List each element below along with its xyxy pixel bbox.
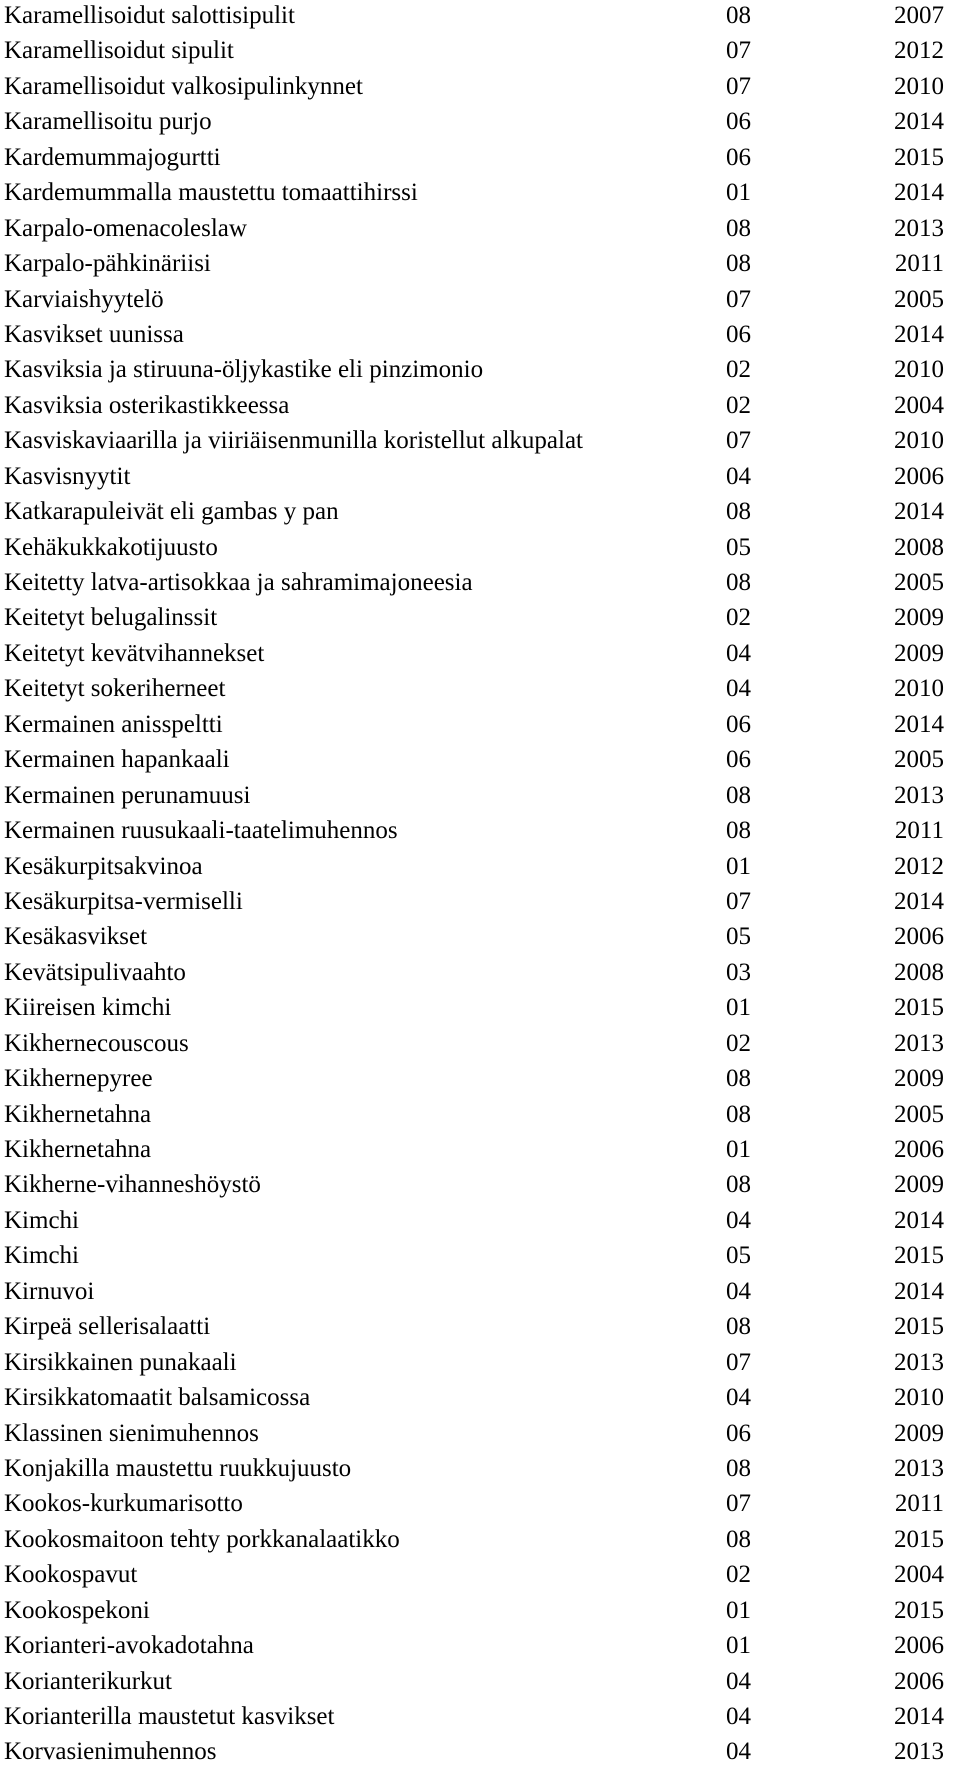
table-row bbox=[4, 638, 944, 673]
issue-month: 01 bbox=[726, 852, 751, 880]
issue-year: 2006 bbox=[894, 1632, 944, 1660]
issue-year: 2015 bbox=[894, 143, 944, 171]
table-row bbox=[4, 142, 944, 177]
recipe-name: Korianterilla maustetut kasvikset bbox=[4, 1703, 335, 1730]
table-row bbox=[4, 1028, 944, 1063]
table-row bbox=[4, 1311, 944, 1346]
issue-month: 07 bbox=[726, 285, 751, 313]
table-row bbox=[4, 851, 944, 886]
issue-year: 2014 bbox=[894, 1703, 944, 1730]
issue-month: 08 bbox=[726, 1313, 751, 1341]
issue-year: 2009 bbox=[894, 1419, 944, 1447]
issue-month: 03 bbox=[726, 958, 751, 986]
table-row bbox=[4, 1488, 944, 1523]
issue-year: 2009 bbox=[894, 1171, 944, 1199]
table-row bbox=[4, 1347, 944, 1382]
issue-year: 2011 bbox=[894, 817, 944, 845]
recipe-name: Kiireisen kimchi bbox=[4, 994, 172, 1022]
issue-month: 06 bbox=[726, 746, 751, 774]
issue-month: 06 bbox=[726, 710, 751, 738]
issue-year: 2004 bbox=[894, 1561, 944, 1589]
issue-year: 2012 bbox=[894, 852, 944, 880]
table-row bbox=[4, 673, 944, 708]
table-row bbox=[4, 1205, 944, 1240]
recipe-name: Korianteri-avokadotahna bbox=[4, 1632, 254, 1660]
issue-year: 2013 bbox=[894, 1738, 944, 1766]
recipe-name: Kirnuvoi bbox=[4, 1277, 95, 1305]
issue-year: 2011 bbox=[894, 250, 944, 278]
recipe-name: Kookospavut bbox=[4, 1561, 138, 1589]
issue-month: 02 bbox=[726, 391, 751, 419]
table-row bbox=[4, 1559, 944, 1594]
recipe-name: Karamellisoitu purjo bbox=[4, 108, 212, 136]
table-row bbox=[4, 1595, 944, 1630]
table-row bbox=[4, 213, 944, 248]
issue-month: 07 bbox=[726, 427, 751, 455]
recipe-name: Karamellisoidut sipulit bbox=[4, 37, 234, 65]
recipe-name: Kimchi bbox=[4, 1242, 79, 1270]
issue-month: 02 bbox=[726, 1561, 751, 1589]
table-row bbox=[4, 248, 944, 283]
table-row bbox=[4, 461, 944, 496]
issue-month: 04 bbox=[726, 462, 751, 490]
issue-month: 06 bbox=[726, 108, 751, 136]
issue-year: 2014 bbox=[894, 498, 944, 526]
issue-year: 2015 bbox=[894, 1525, 944, 1553]
table-row bbox=[4, 1169, 944, 1204]
recipe-name: Keitetty latva-artisokkaa ja sahramimajoneesia bbox=[4, 569, 473, 596]
issue-month: 08 bbox=[726, 817, 751, 845]
table-row bbox=[4, 1418, 944, 1453]
issue-month: 08 bbox=[726, 1525, 751, 1553]
issue-month: 08 bbox=[726, 1454, 751, 1482]
table-row bbox=[4, 1630, 944, 1665]
issue-year: 2009 bbox=[894, 639, 944, 667]
recipe-name: Kikherne-vihanneshöystö bbox=[4, 1171, 261, 1199]
issue-year: 2005 bbox=[894, 746, 944, 774]
issue-year: 2010 bbox=[894, 356, 944, 384]
issue-month: 01 bbox=[726, 179, 751, 207]
issue-month: 02 bbox=[726, 604, 751, 632]
table-row bbox=[4, 1701, 944, 1736]
recipe-name: Kardemummalla maustettu tomaattihirssi bbox=[4, 179, 418, 207]
table-row bbox=[4, 780, 944, 815]
issue-month: 08 bbox=[726, 1100, 751, 1128]
recipe-name: Karamellisoidut valkosipulinkynnet bbox=[4, 72, 363, 100]
issue-month: 08 bbox=[726, 1065, 751, 1093]
issue-year: 2008 bbox=[894, 533, 944, 561]
table-row bbox=[4, 992, 944, 1027]
issue-month: 04 bbox=[726, 1384, 751, 1412]
recipe-name: Kikhernecouscous bbox=[4, 1029, 189, 1057]
issue-year: 2009 bbox=[894, 1065, 944, 1093]
issue-year: 2011 bbox=[894, 1490, 944, 1518]
table-row bbox=[4, 1736, 944, 1771]
recipe-name: Kermainen perunamuusi bbox=[4, 781, 251, 809]
recipe-name: Kirsikkatomaatit balsamicossa bbox=[4, 1384, 311, 1412]
table-row bbox=[4, 815, 944, 850]
issue-month: 08 bbox=[726, 250, 751, 278]
table-row bbox=[4, 532, 944, 567]
table-row bbox=[4, 744, 944, 779]
table-row bbox=[4, 354, 944, 389]
issue-month: 08 bbox=[726, 569, 751, 596]
recipe-name: Kikhernepyree bbox=[4, 1065, 153, 1093]
issue-month: 06 bbox=[726, 1419, 751, 1447]
issue-year: 2012 bbox=[894, 37, 944, 65]
recipe-name: Kimchi bbox=[4, 1206, 79, 1234]
table-row bbox=[4, 284, 944, 319]
recipe-name: Kookospekoni bbox=[4, 1596, 150, 1624]
issue-year: 2014 bbox=[894, 1206, 944, 1234]
recipe-name: Korianterikurkut bbox=[4, 1667, 173, 1695]
issue-year: 2006 bbox=[894, 462, 944, 490]
recipe-name: Keitetyt kevätvihannekset bbox=[4, 639, 265, 667]
issue-year: 2015 bbox=[894, 1596, 944, 1624]
recipe-name: Kesäkurpitsa-vermiselli bbox=[4, 887, 243, 915]
recipe-name: Kikhernetahna bbox=[4, 1100, 152, 1128]
issue-year: 2014 bbox=[894, 108, 944, 136]
issue-year: 2005 bbox=[894, 285, 944, 313]
issue-year: 2013 bbox=[894, 1454, 944, 1482]
recipe-name: Kookos-kurkumarisotto bbox=[4, 1490, 243, 1518]
issue-month: 08 bbox=[726, 2, 751, 29]
table-row bbox=[4, 1524, 944, 1559]
issue-month: 08 bbox=[726, 214, 751, 242]
issue-year: 2013 bbox=[894, 214, 944, 242]
issue-year: 2014 bbox=[894, 887, 944, 915]
issue-month: 04 bbox=[726, 1206, 751, 1234]
recipe-name: Kirsikkainen punakaali bbox=[4, 1348, 237, 1376]
issue-year: 2006 bbox=[894, 1136, 944, 1163]
table-row bbox=[4, 886, 944, 921]
issue-year: 2006 bbox=[894, 923, 944, 951]
issue-year: 2010 bbox=[894, 1384, 944, 1412]
table-row bbox=[4, 1240, 944, 1275]
recipe-name: Katkarapuleivät eli gambas y pan bbox=[4, 498, 339, 526]
issue-month: 05 bbox=[726, 923, 751, 951]
issue-year: 2005 bbox=[894, 569, 944, 596]
table-row bbox=[4, 35, 944, 70]
issue-month: 07 bbox=[726, 1490, 751, 1518]
table-row bbox=[4, 425, 944, 460]
issue-month: 08 bbox=[726, 781, 751, 809]
issue-year: 2015 bbox=[894, 1242, 944, 1270]
table-row bbox=[4, 1666, 944, 1701]
issue-month: 01 bbox=[726, 1632, 751, 1660]
recipe-index-table bbox=[4, 0, 944, 1772]
issue-year: 2010 bbox=[894, 675, 944, 703]
recipe-name: Kesäkurpitsakvinoa bbox=[4, 852, 203, 880]
issue-year: 2010 bbox=[894, 72, 944, 100]
issue-year: 2014 bbox=[894, 179, 944, 207]
recipe-name: Kikhernetahna bbox=[4, 1136, 152, 1163]
issue-year: 2006 bbox=[894, 1667, 944, 1695]
recipe-name: Karpalo-omenacoleslaw bbox=[4, 214, 247, 242]
recipe-name: Kesäkasvikset bbox=[4, 923, 148, 951]
table-row bbox=[4, 390, 944, 425]
issue-month: 07 bbox=[726, 37, 751, 65]
table-row bbox=[4, 1276, 944, 1311]
issue-year: 2008 bbox=[894, 958, 944, 986]
recipe-name: Kasvikset uunissa bbox=[4, 320, 184, 348]
issue-year: 2010 bbox=[894, 427, 944, 455]
recipe-name: Karamellisoidut salottisipulit bbox=[4, 2, 295, 29]
table-row bbox=[4, 177, 944, 212]
recipe-name: Kehäkukkakotijuusto bbox=[4, 533, 218, 561]
table-row bbox=[4, 957, 944, 992]
recipe-name: Kardemummajogurtti bbox=[4, 143, 221, 171]
issue-month: 01 bbox=[726, 994, 751, 1022]
recipe-name: Kasviksia ja stiruuna-öljykastike eli pinzimonio bbox=[4, 356, 484, 384]
issue-month: 07 bbox=[726, 72, 751, 100]
recipe-name: Kasviskaviaarilla ja viiriäisenmunilla koristellut alkupalat bbox=[4, 427, 584, 455]
issue-month: 04 bbox=[726, 1738, 751, 1766]
table-row bbox=[4, 1099, 944, 1134]
recipe-name: Korvasienimuhennos bbox=[4, 1738, 217, 1766]
recipe-name: Keitetyt belugalinssit bbox=[4, 604, 218, 632]
table-row bbox=[4, 106, 944, 141]
issue-month: 04 bbox=[726, 639, 751, 667]
recipe-name: Karpalo-pähkinäriisi bbox=[4, 250, 211, 278]
issue-year: 2014 bbox=[894, 320, 944, 348]
issue-year: 2014 bbox=[894, 710, 944, 738]
table-row bbox=[4, 1453, 944, 1488]
issue-month: 07 bbox=[726, 887, 751, 915]
issue-month: 05 bbox=[726, 1242, 751, 1270]
recipe-name: Kasviksia osterikastikkeessa bbox=[4, 391, 290, 419]
issue-month: 07 bbox=[726, 1348, 751, 1376]
issue-year: 2013 bbox=[894, 1029, 944, 1057]
recipe-name: Konjakilla maustettu ruukkujuusto bbox=[4, 1454, 352, 1482]
issue-year: 2015 bbox=[894, 994, 944, 1022]
table-row bbox=[4, 0, 944, 35]
issue-year: 2007 bbox=[894, 2, 944, 29]
issue-month: 04 bbox=[726, 1667, 751, 1695]
issue-year: 2004 bbox=[894, 391, 944, 419]
table-row bbox=[4, 567, 944, 602]
table-row bbox=[4, 496, 944, 531]
table-row bbox=[4, 602, 944, 637]
table-row bbox=[4, 71, 944, 106]
issue-month: 04 bbox=[726, 1277, 751, 1305]
issue-year: 2014 bbox=[894, 1277, 944, 1305]
issue-month: 04 bbox=[726, 675, 751, 703]
table-row bbox=[4, 1134, 944, 1169]
issue-month: 08 bbox=[726, 1171, 751, 1199]
table-row bbox=[4, 1063, 944, 1098]
recipe-name: Kasvisnyytit bbox=[4, 462, 131, 490]
recipe-name: Kevätsipulivaahto bbox=[4, 958, 186, 986]
table-row bbox=[4, 319, 944, 354]
table-row bbox=[4, 921, 944, 956]
table-row bbox=[4, 709, 944, 744]
issue-year: 2005 bbox=[894, 1100, 944, 1128]
recipe-name: Karviaishyytelö bbox=[4, 285, 164, 313]
issue-month: 02 bbox=[726, 356, 751, 384]
issue-year: 2009 bbox=[894, 604, 944, 632]
recipe-name: Kirpeä sellerisalaatti bbox=[4, 1313, 211, 1341]
recipe-name: Kermainen anisspeltti bbox=[4, 710, 223, 738]
issue-year: 2013 bbox=[894, 781, 944, 809]
recipe-name: Kermainen ruusukaali-taatelimuhennos bbox=[4, 817, 398, 845]
recipe-name: Keitetyt sokeriherneet bbox=[4, 675, 226, 703]
issue-year: 2013 bbox=[894, 1348, 944, 1376]
issue-month: 05 bbox=[726, 533, 751, 561]
issue-month: 06 bbox=[726, 143, 751, 171]
recipe-name: Klassinen sienimuhennos bbox=[4, 1419, 259, 1447]
issue-month: 01 bbox=[726, 1136, 751, 1163]
issue-month: 02 bbox=[726, 1029, 751, 1057]
recipe-name: Kookosmaitoon tehty porkkanalaatikko bbox=[4, 1525, 400, 1553]
table-row bbox=[4, 1382, 944, 1417]
issue-month: 04 bbox=[726, 1703, 751, 1730]
recipe-name: Kermainen hapankaali bbox=[4, 746, 230, 774]
issue-month: 08 bbox=[726, 498, 751, 526]
issue-month: 06 bbox=[726, 320, 751, 348]
issue-year: 2015 bbox=[894, 1313, 944, 1341]
issue-month: 01 bbox=[726, 1596, 751, 1624]
